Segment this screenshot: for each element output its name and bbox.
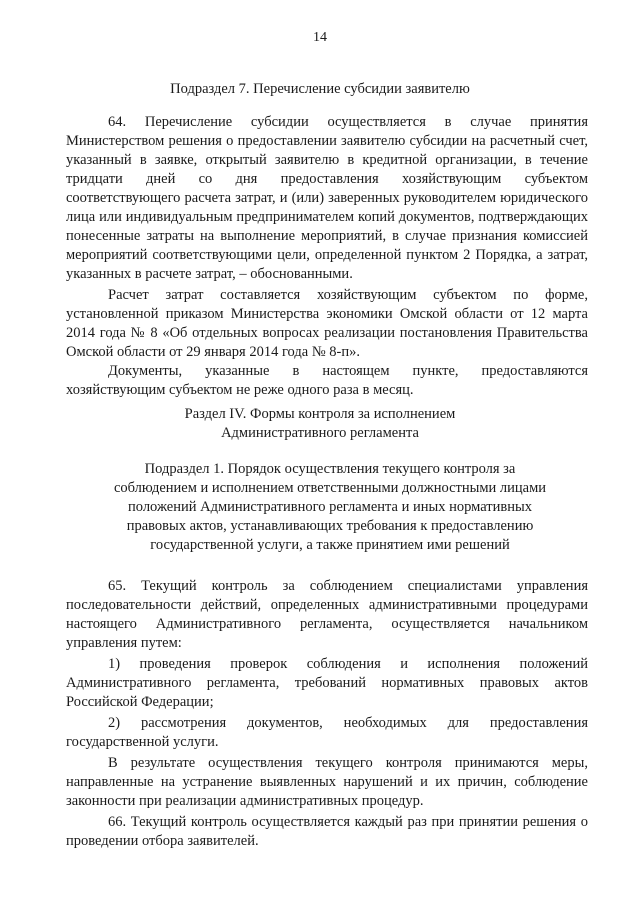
paragraph-cost-calculation: Расчет затрат составляется хозяйствующим субъектом по форме, установленной приказом Министерства экономики Омской области от 12 марта 2014 года № 8 «Об отдельных вопросах реализации постановления Правительства Омской области от 29 января 2014 года № 8-п». bbox=[66, 287, 588, 360]
section-4-heading-line1: Раздел IV. Формы контроля за исполнением bbox=[184, 406, 456, 422]
list-item-2: 2) рассмотрения документов, необходимых для предоставления государственной услуги. bbox=[66, 715, 588, 750]
subsection-7-heading: Подраздел 7. Перечисление субсидии заявителю bbox=[170, 81, 470, 97]
paragraph-documents: Документы, указанные в настоящем пункте, предоставляются хозяйствующим субъектом не реже одного раза в месяц. bbox=[66, 363, 588, 398]
subsection-7-body bbox=[66, 113, 588, 400]
subsection-1-heading: Подраздел 1. Порядок осуществления текущего контроля за соблюдением и исполнением ответственными должностными лицами положений Административного регламента и иных нормативных правовых актов, устанавливающих требования к предоставлению государственной услуги, а также принятием ими решений bbox=[113, 461, 547, 553]
subsection-1-body bbox=[66, 577, 588, 851]
list-item-1: 1) проведения проверок соблюдения и исполнения положений Административного регламента, требований нормативных правовых актов Российской Федерации; bbox=[66, 656, 588, 710]
paragraph-control-results: В результате осуществления текущего контроля принимаются меры, направленные на устранение выявленных нарушений и их причин, соблюдение законности при реализации административных процедур. bbox=[66, 755, 588, 809]
page-number: 14 bbox=[313, 30, 327, 45]
paragraph-64: 64. Перечисление субсидии осуществляется в случае принятия Министерством решения о предоставлении заявителю субсидии на расчетный счет, указанный в заявке, открытый заявителю в кредитной организации, в течение тридцати дней со дня предоставления хозяйствующим субъектом соответствующего расчета затрат, и (или) заверенных руководителем юридического лица или индивидуальным предпринимателем копий документов, подтверждающих понесенные затраты на выполнение мероприятий, в случае признания комиссией мероприятий соответствующими цели, определенной пунктом 2 Порядка, а затрат, указанных в расчете затрат, – обоснованными. bbox=[66, 114, 588, 282]
section-4-heading bbox=[0, 405, 640, 443]
section-4-heading-line2: Административного регламента bbox=[221, 425, 419, 441]
paragraph-65: 65. Текущий контроль за соблюдением специалистами управления последовательности действий, определенных административными процедурами настоящего Административного регламента, осуществляется начальником управления путем: bbox=[66, 578, 588, 651]
paragraph-66: 66. Текущий контроль осуществляется каждый раз при принятии решения о проведении отбора заявителей. bbox=[66, 814, 588, 849]
